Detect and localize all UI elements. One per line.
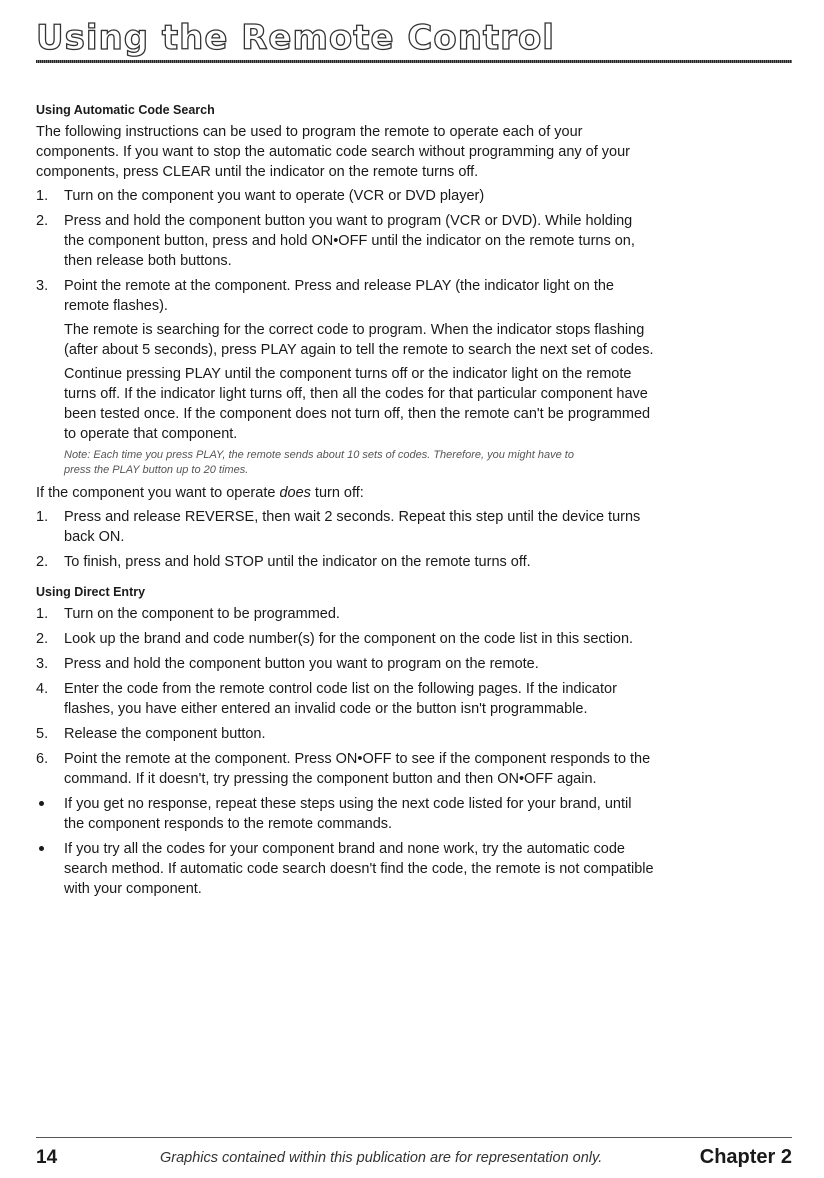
bullet-icon xyxy=(39,801,44,806)
step-text: Turn on the component to be programmed. xyxy=(64,606,340,622)
automatic-search-intro: The following instructions can be used to program the remote to operate each of your components. If you want to stop the automatic code search without programming any of your components, press CLEAR until the indicator on the remote turns off. xyxy=(36,124,631,180)
list-item xyxy=(36,629,792,649)
footer-disclaimer: Graphics contained within this publication are for representation only. xyxy=(160,1150,603,1166)
list-item xyxy=(36,724,792,744)
step-text: Press and hold the component button you want to program on the remote. xyxy=(64,656,539,672)
step-number: 2. xyxy=(36,554,49,570)
step-number: 1. xyxy=(36,509,49,525)
step-text: Release the component button. xyxy=(64,726,266,742)
list-item xyxy=(36,794,792,834)
step-number: 2. xyxy=(36,213,49,229)
step-number: 4. xyxy=(36,681,49,697)
step-number: 2. xyxy=(36,631,49,647)
turn-off-intro-start: If the component you want to operate xyxy=(36,485,280,501)
step-number: 6. xyxy=(36,751,49,767)
page-content xyxy=(36,96,792,904)
turn-off-intro-emphasis: does xyxy=(279,485,311,501)
footer-divider xyxy=(36,1137,792,1138)
step-number: 1. xyxy=(36,188,49,204)
automatic-search-heading: Using Automatic Code Search xyxy=(36,103,215,117)
step-number: 3. xyxy=(36,278,49,294)
page-number: 14 xyxy=(36,1147,58,1168)
step-number: 5. xyxy=(36,726,49,742)
step-text: Enter the code from the remote control code list on the following pages. If the indicator flashes, you have either entered an invalid code or the button isn't programmable. xyxy=(64,681,617,717)
list-item xyxy=(36,186,792,206)
step-text: Look up the brand and code number(s) for the component on the code list in this section. xyxy=(64,631,634,647)
bullet-icon xyxy=(39,846,44,851)
title-divider xyxy=(36,60,792,63)
turn-off-intro-end: turn off: xyxy=(310,485,364,501)
list-item xyxy=(36,604,792,624)
list-item xyxy=(36,552,792,572)
note: Note: Each time you press PLAY, the remote sends about 10 sets of codes. Therefore, you might have to press the PLAY button up to 20 times. xyxy=(64,449,574,476)
step-number: 3. xyxy=(36,656,49,672)
step-text: Turn on the component you want to operate (VCR or DVD player) xyxy=(64,188,485,204)
chapter-label: Chapter 2 xyxy=(699,1146,792,1168)
step-text: Press and hold the component button you want to program (VCR or DVD). While holding the component button, press and hold ON•OFF until the indicator on the remote turns on, then release both buttons. xyxy=(64,213,635,269)
step-detail: Continue pressing PLAY until the component turns off or the indicator light on the remote turns off. If the indicator light turns off, then all the codes for that particular component have been tested once. If the component does not turn off, then the remote can't be programmed to operate that component. xyxy=(64,366,651,442)
step-text: Point the remote at the component. Press ON•OFF to see if the component responds to the command. If it doesn't, try pressing the component button and then ON•OFF again. xyxy=(64,751,651,787)
bullet-text: If you get no response, repeat these steps using the next code listed for your brand, until the component responds to the remote commands. xyxy=(64,796,632,832)
list-item xyxy=(36,211,792,271)
list-item xyxy=(36,654,792,674)
list-item xyxy=(36,276,792,478)
page-title: Using the Remote Control xyxy=(36,18,555,58)
turn-off-intro xyxy=(36,483,636,503)
list-item xyxy=(36,749,792,789)
direct-entry-heading: Using Direct Entry xyxy=(36,585,146,599)
step-number: 1. xyxy=(36,606,49,622)
list-item xyxy=(36,679,792,719)
bullet-text: If you try all the codes for your component brand and none work, try the automatic code search method. If automatic code search doesn't find the code, the remote is not compatible with your component. xyxy=(64,841,654,897)
step-detail: The remote is searching for the correct code to program. When the indicator stops flashing (after about 5 seconds), press PLAY again to tell the remote to search the next set of codes. xyxy=(64,322,654,358)
step-text: To finish, press and hold STOP until the indicator on the remote turns off. xyxy=(64,554,531,570)
list-item xyxy=(36,839,792,899)
step-text: Point the remote at the component. Press and release PLAY (the indicator light on the remote flashes). xyxy=(64,278,614,314)
step-text: Press and release REVERSE, then wait 2 seconds. Repeat this step until the device turns back ON. xyxy=(64,509,641,545)
list-item xyxy=(36,507,792,547)
